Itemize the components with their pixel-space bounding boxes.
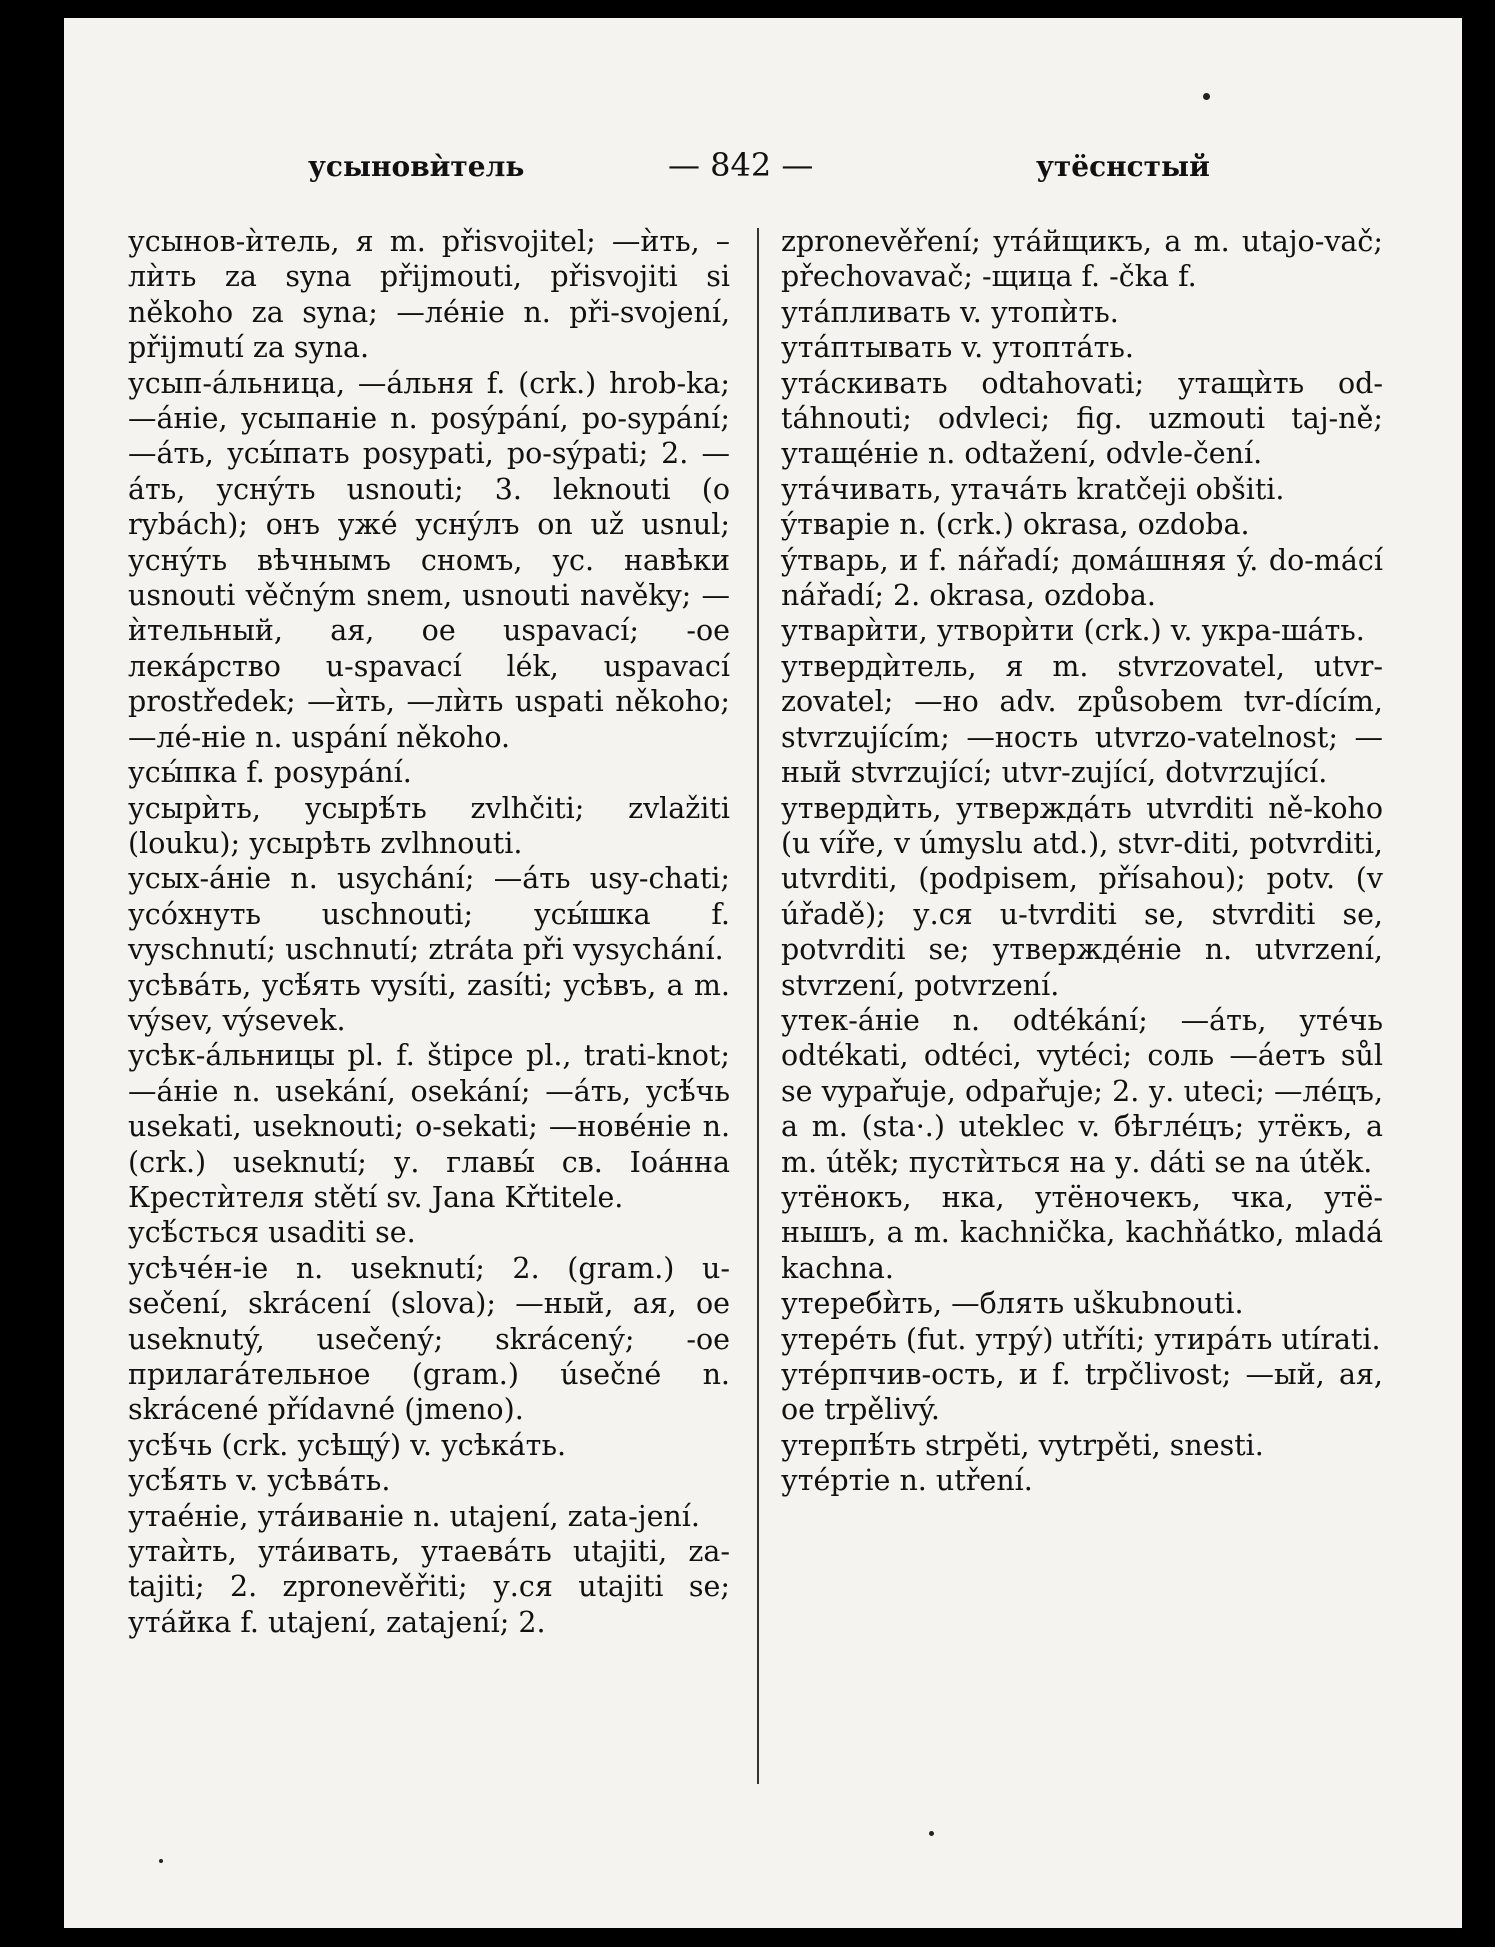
print-speck (159, 1859, 163, 1863)
dictionary-entry: утаѝть, утáивать, утаевáть utajiti, za-tajiti; 2. zpronevěřiti; у.ся utajiti se; утáйка f. utajení, zatajení; 2. (128, 1535, 730, 1639)
page-number: — 842 — (668, 146, 814, 184)
dictionary-entry: утáптывать v. утоптáть. (781, 331, 1134, 365)
dictionary-entry: усѣ́ять v. усѣвáть. (128, 1464, 391, 1498)
dictionary-entry: утеребѝть, —блять uškubnouti. (781, 1287, 1244, 1321)
dictionary-entry: ýтваріе n. (crk.) okrasa, ozdoba. (781, 508, 1250, 542)
header-right-guideword: утёснстый (1036, 150, 1210, 183)
dictionary-entry: ýтварь, и f. nářadí; домáшняя ý. do-mácí nářadí; 2. okrasa, ozdoba. (781, 543, 1383, 613)
dictionary-entry: усы́пка f. posypání. (128, 756, 412, 790)
dictionary-entry: утвердѝть, утверждáть utvrditi ně-koho (u víře, v úmyslu atd.), stvr-diti, potvrditi, utvrditi, (podpisem, přísahou); potv. (v úřadě); у.ся u-tvrditi se, stvrditi se, potvrditi se; утверждéніе n. utvrzení, stvrzení, potvrzení. (781, 791, 1383, 1002)
dictionary-entry: утáпливать v. утопѝть. (781, 295, 1119, 329)
dictionary-entry: утек-áніе n. odtékání; —áть, утéчь odtékati, odtéci, vytéci; соль —áетъ sůl se vypařuje, odpařuje; 2. у. uteci; —лéцъ, а m. (sta·.) uteklec v. бѣглéцъ; утёкъ, а m. útěk; пустѝться на у. dáti se na útěk. (781, 1003, 1383, 1179)
print-speck (929, 1831, 934, 1836)
dictionary-entry: усып-áльница, —áльня f. (crk.) hrob-ka; —áніе, усыпаніе n. posýpání, po-sypání; —áть, усы́пать posypati, po-sýpati; 2. —áть, уснýть usnouti; 3. leknouti (o rybách); онъ ужé уснýлъ on už usnul; уснýть вѣчнымъ сномъ, ус. навѣки usnouti věčným snem, usnouti navěky; —ѝтельный, ая, ое uspavací; -ое лекáрство u-spavací lék, uspavací prostředek; —ѝть, —лѝть uspati někoho; —лé-ніе n. uspání někoho. (128, 366, 730, 754)
dictionary-entry: утёнокъ, нка, утёночекъ, чка, утё-нышъ, а m. kachnička, kachňátko, mladá kachna. (781, 1180, 1383, 1285)
dictionary-entry: усѣвáть, усѣ́ять vysíti, zasíti; усѣвъ, а m. výsev, výsevek. (128, 968, 730, 1037)
dictionary-entry: утвердѝтель, я m. stvrzovatel, utvr-zovatel; —но adv. způsobem tvr-dícím, stvrzujícím; —ность utvrzo-vatelnost; —ный stvrzující; utvr-zující, dotvrzující. (781, 649, 1383, 790)
dictionary-entry: zpronevěření; утáйщикъ, а m. utajo-vač; přechovavač; -щица f. -čka f. (781, 225, 1383, 294)
dictionary-entry: утéртіе n. utření. (781, 1464, 1033, 1498)
running-header (64, 146, 1462, 190)
dictionary-entry: утéрпчив-ость, и f. trpčlivost; —ый, ая, ое trpělivý. (781, 1358, 1383, 1427)
column-divider (757, 228, 759, 1784)
dictionary-entry: усѣк-áльницы pl. f. štipce pl., trati-knot; —áніе n. usekání, osekání; —áть, усѣ́чь usekati, useknouti; o-sekati; —новéніе n. (crk.) useknutí; у. главы́ св. Іоáнна Крестѝтеля stětí sv. Jana Křtitele. (128, 1039, 730, 1214)
dictionary-entry: утáчивать, утачáть kratčeji obšiti. (781, 472, 1285, 506)
dictionary-entry: утварѝти, утворѝти (crk.) v. укра-шáть. (781, 614, 1365, 648)
dictionary-entry: усырѝть, усырѣ́ть zvlhčiti; zvlažiti (louku); усырѣть zvlhnouti. (128, 791, 730, 860)
print-speck (1203, 93, 1210, 100)
dictionary-entry: усѣчéн-іе n. useknutí; 2. (gram.) u-sečení, skrácení (slova); —ный, ая, ое useknutý, usečený; skrácený; -ое прилагáтельное (gram.) úsečné n. skrácené přídavné (jmeno). (128, 1251, 730, 1427)
left-column (128, 224, 730, 1640)
dictionary-entry: утаéніе, утáиваніе n. utajení, zata-jení. (128, 1499, 700, 1533)
dictionary-entry: усынов-ѝтель, я m. přisvojitel; —ѝть, – лѝть za syna přijmouti, přisvojiti si někoho za syna; —лéніе n. při-svojení, přijmutí za syna. (128, 225, 730, 365)
dictionary-entry: утерéть (fut. утрý) utříti; утирáть utírati. (781, 1322, 1381, 1356)
dictionary-entry: усѣ́сться usaditi se. (128, 1216, 416, 1250)
right-column (781, 224, 1383, 1499)
dictionary-entry: утáскивать odtahovati; утащѝть od-táhnouti; odvleci; fig. uzmouti taj-ně; утащéніе n. odtažení, odvle-čení. (781, 366, 1383, 471)
dictionary-entry: усых-áніе n. usychání; —áть usy-chati; усóхнуть uschnouti; усы́шка f. vyschnutí; uschnutí; ztráta při vysychání. (128, 862, 730, 967)
header-left-guideword: усыновѝтель (308, 150, 525, 183)
dictionary-entry: утерпѣ́ть strpěti, vytrpěti, snesti. (781, 1428, 1264, 1462)
dictionary-entry: усѣ́чь (crk. усѣщý) v. усѣкáть. (128, 1428, 567, 1462)
